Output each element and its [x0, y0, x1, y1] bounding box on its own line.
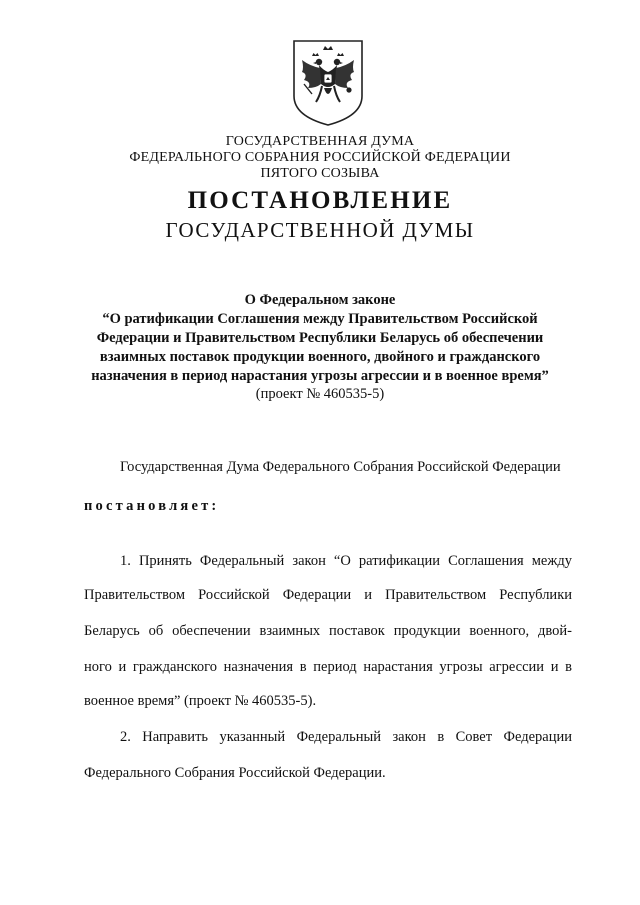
header-assembly: ФЕДЕРАЛЬНОГО СОБРАНИЯ РОССИЙСКОЙ ФЕДЕРАЦИИ [129, 150, 511, 165]
subject-line: назначения в период нарастания угрозы агрессии и в военное время” [91, 368, 549, 384]
header-duma: ГОСУДАРСТВЕННАЯ ДУМА [225, 134, 415, 149]
paragraph-1-line: Правительством Российской Федерации и Правительством Республики [84, 587, 572, 603]
paragraph-2-line: 2. Направить указанный Федеральный закон в Совет Федерации [120, 729, 572, 745]
project-number: (проект № 460535-5) [255, 386, 385, 402]
document-type-title: ПОСТАНОВЛЕНИЕ [187, 187, 453, 214]
document-issuer-title: ГОСУДАРСТВЕННОЙ ДУМЫ [165, 218, 475, 242]
paragraph-1-line: военное время” (проект № 460535-5). [84, 693, 317, 709]
subject-line: “О ратификации Соглашения между Правительством Российской [102, 311, 538, 327]
resolves-word: постановляет: [84, 498, 220, 514]
header-convocation: ПЯТОГО СОЗЫВА [260, 166, 380, 181]
preamble-text: Государственная Дума Федерального Собрания Российской Федерации [120, 459, 561, 475]
subject-line: Федерации и Правительством Республики Беларусь об обеспечении [96, 330, 544, 346]
paragraph-1-line: ного и гражданского назначения в период нарастания угрозы агрессии и в [84, 659, 572, 675]
paragraph-1-line: Беларусь об обеспечении взаимных поставок продукции военного, двой- [84, 623, 572, 639]
coat-of-arms-icon [290, 38, 366, 128]
subject-line: О Федеральном законе [244, 292, 396, 308]
subject-line: взаимных поставок продукции военного, двойного и гражданского [99, 349, 541, 365]
paragraph-2-line: Федерального Собрания Российской Федерации. [84, 765, 386, 781]
paragraph-1-line: 1. Принять Федеральный закон “О ратификации Соглашения между [120, 553, 572, 569]
